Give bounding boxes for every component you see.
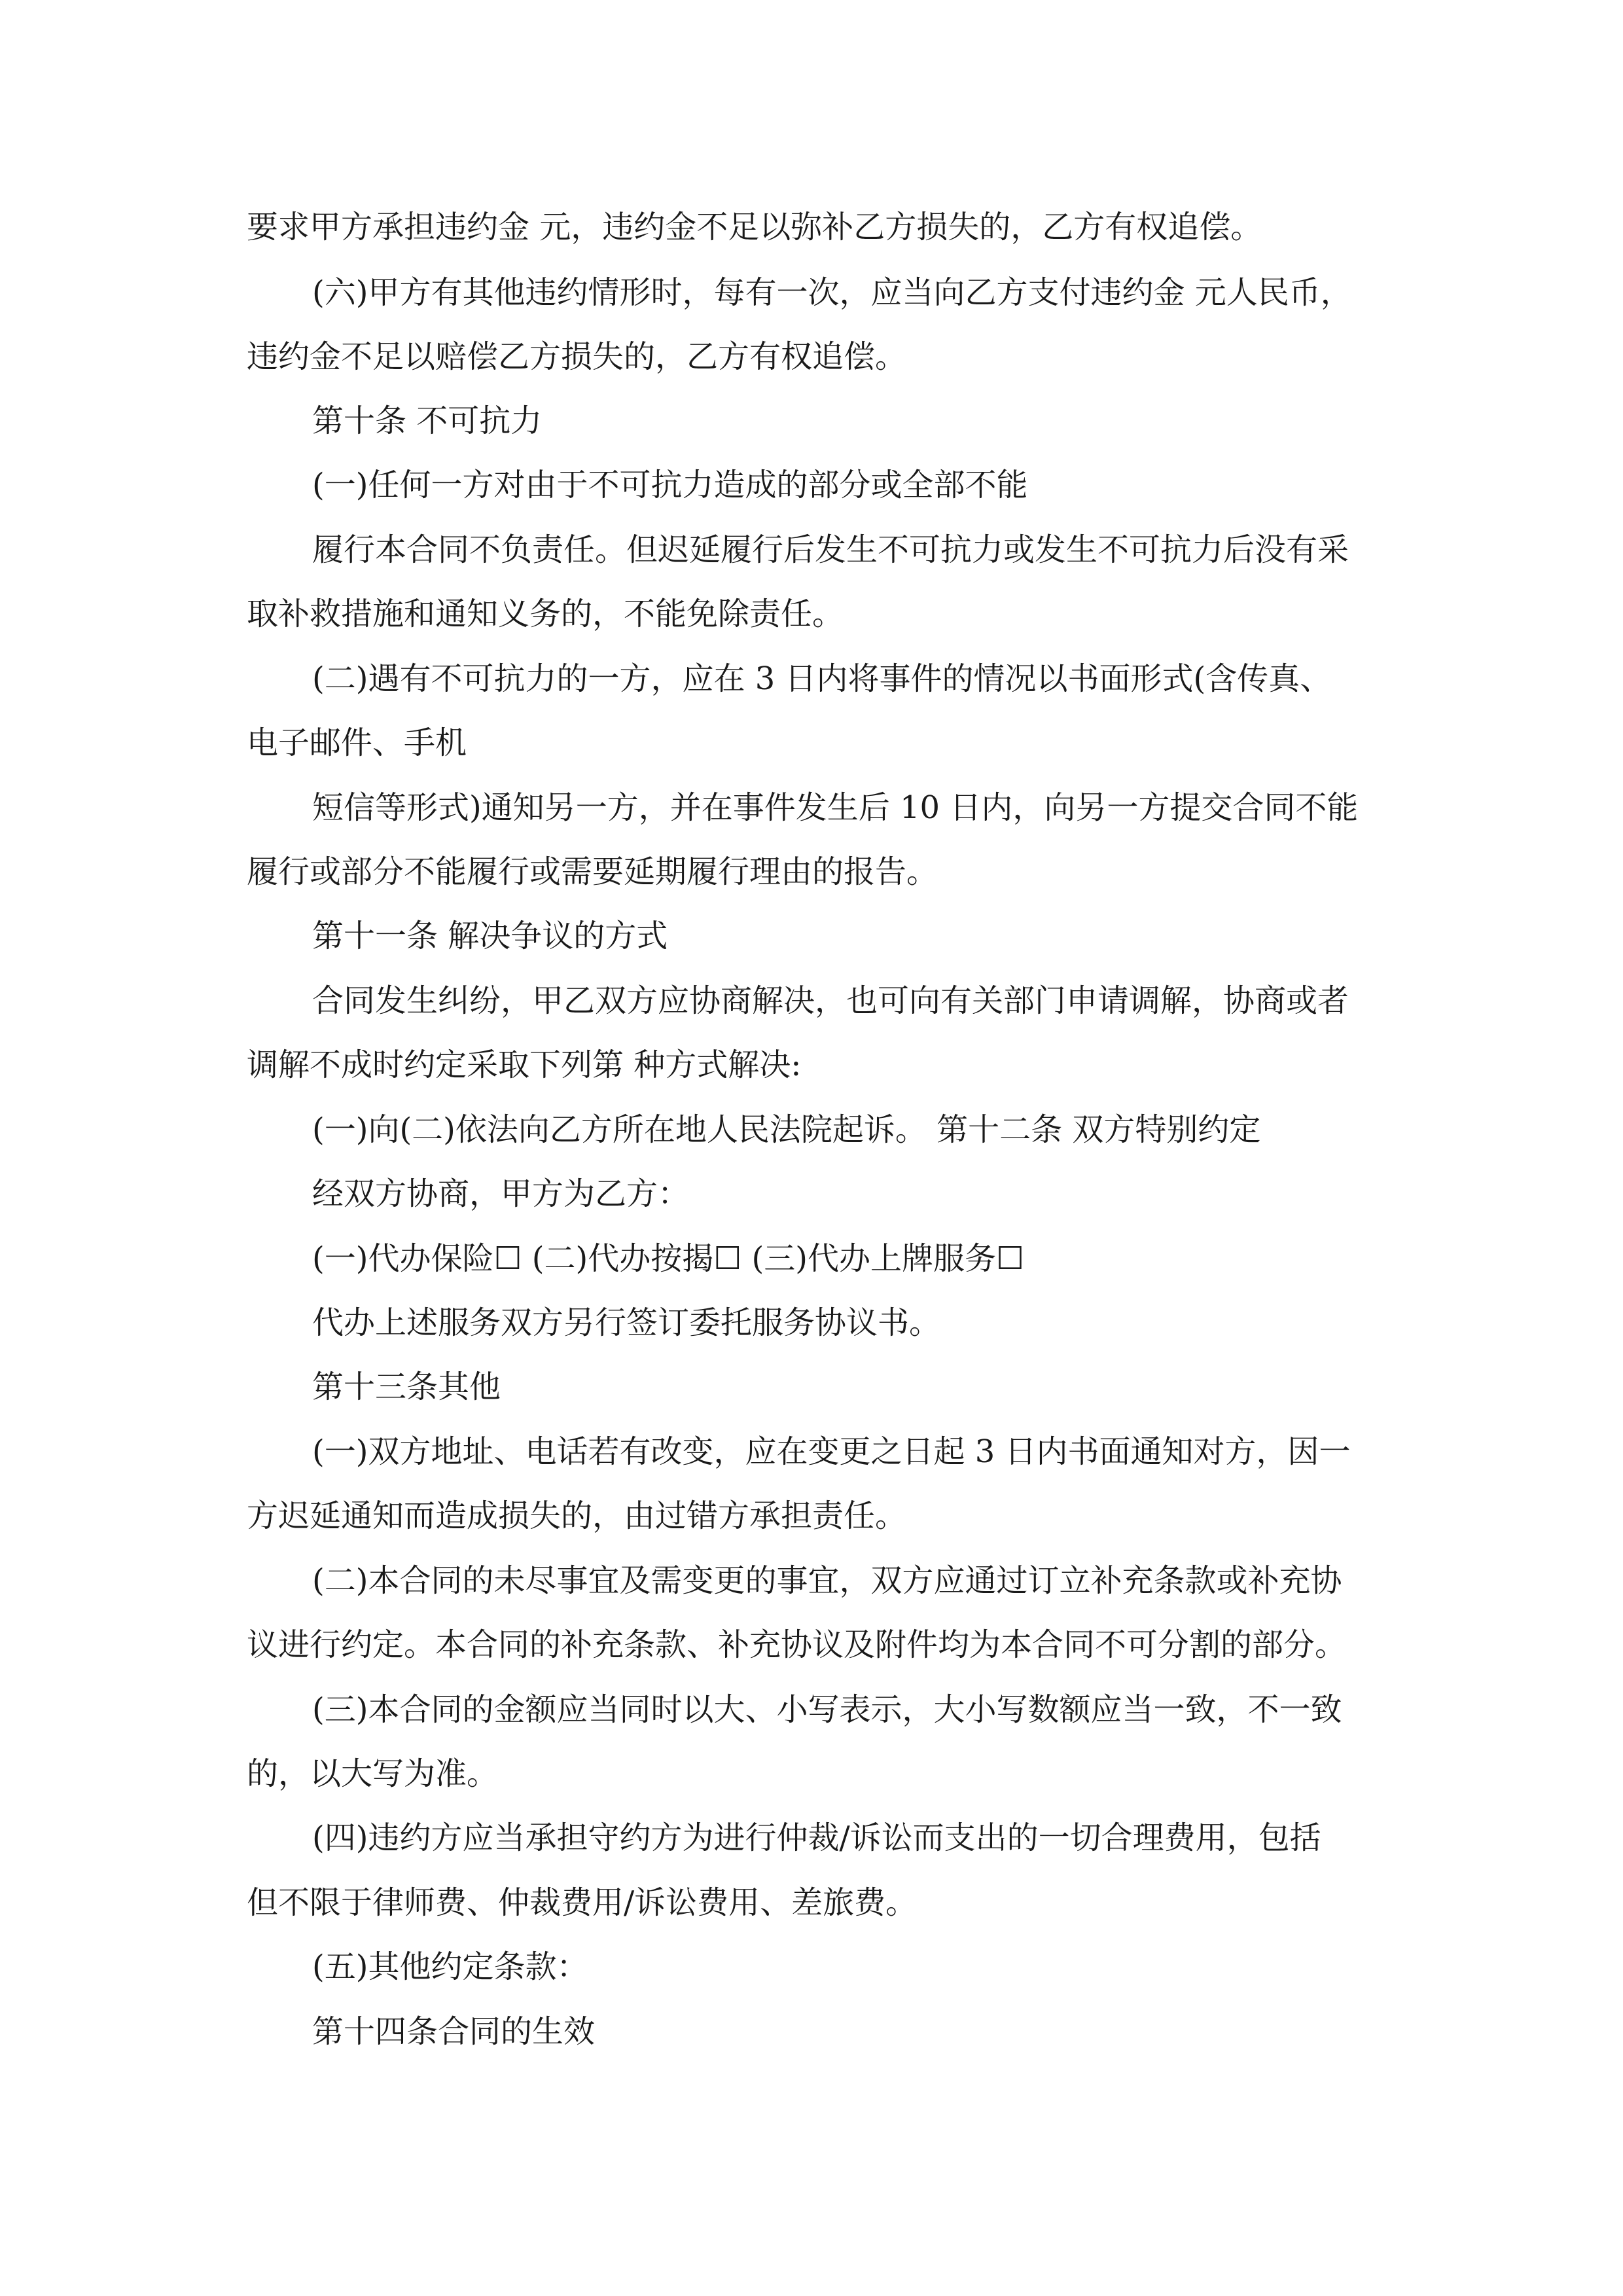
text-line: 履行或部分不能履行或需要延期履行理由的报告。 (247, 853, 938, 890)
text-line: 履行本合同不负责任。但迟延履行后发生不可抗力或发生不可抗力后没有采 (312, 531, 1349, 568)
text-line: (二)本合同的未尽事宜及需变更的事宜，双方应通过订立补充条款或补充协 (312, 1562, 1342, 1599)
text-line: (四)违约方应当承担守约方为进行仲裁/诉讼而支出的一切合理费用，包括 (312, 1820, 1321, 1856)
text-line: (一)向(二)依法向乙方所在地人民法院起诉。 第十二条 双方特别约定 (312, 1111, 1261, 1148)
section-heading: 第十条 不可抗力 (312, 403, 543, 439)
text-line: (六)甲方有其他违约情形时，每有一次，应当向乙方支付违约金 元人民币， (312, 274, 1352, 311)
text-line: 调解不成时约定采取下列第 种方式解决: (247, 1047, 802, 1083)
text-line: 要求甲方承担违约金 元，违约金不足以弥补乙方损失的，乙方有权追偿。 (247, 209, 1262, 245)
text-line: (一)双方地址、电话若有改变，应在变更之日起 3 日内书面通知对方，因一 (312, 1433, 1351, 1470)
text-line: 经双方协商，甲方为乙方： (312, 1175, 690, 1212)
text-line: 违约金不足以赔偿乙方损失的，乙方有权追偿。 (247, 338, 907, 375)
text-line: (二)遇有不可抗力的一方，应在 3 日内将事件的情况以书面形式(含传真、 (312, 660, 1332, 697)
section-heading: 第十四条合同的生效 (312, 2013, 596, 2050)
text-line: 方迟延通知而造成损失的，由过错方承担责任。 (247, 1498, 907, 1534)
text-line: 合同发生纠纷，甲乙双方应协商解决，也可向有关部门申请调解，协商或者 (312, 982, 1349, 1019)
text-line: (三)本合同的金额应当同时以大、小写表示，大小写数额应当一致，不一致 (312, 1691, 1342, 1728)
text-line: 的，以大写为准。 (247, 1755, 499, 1792)
text-line: 电子邮件、手机 (247, 725, 467, 761)
text-line: 取补救措施和通知义务的，不能免除责任。 (247, 596, 844, 632)
text-line: 议进行约定。本合同的补充条款、补充协议及附件均为本合同不可分割的部分。 (247, 1626, 1347, 1663)
text-line: (一)代办保险☐ (二)代办按揭☐ (三)代办上牌服务☐ (312, 1240, 1024, 1277)
text-line: (一)任何一方对由于不可抗力造成的部分或全部不能 (312, 467, 1028, 503)
text-line: 短信等形式)通知另一方，并在事件发生后 10 日内，向另一方提交合同不能 (312, 789, 1359, 826)
text-line: 但不限于律师费、仲裁费用/诉讼费用、差旅费。 (247, 1884, 918, 1921)
section-heading: 第十三条其他 (312, 1369, 501, 1405)
section-heading: 第十一条 解决争议的方式 (312, 918, 668, 954)
text-line: (五)其他约定条款： (312, 1948, 588, 1985)
text-line: 代办上述服务双方另行签订委托服务协议书。 (312, 1304, 941, 1341)
